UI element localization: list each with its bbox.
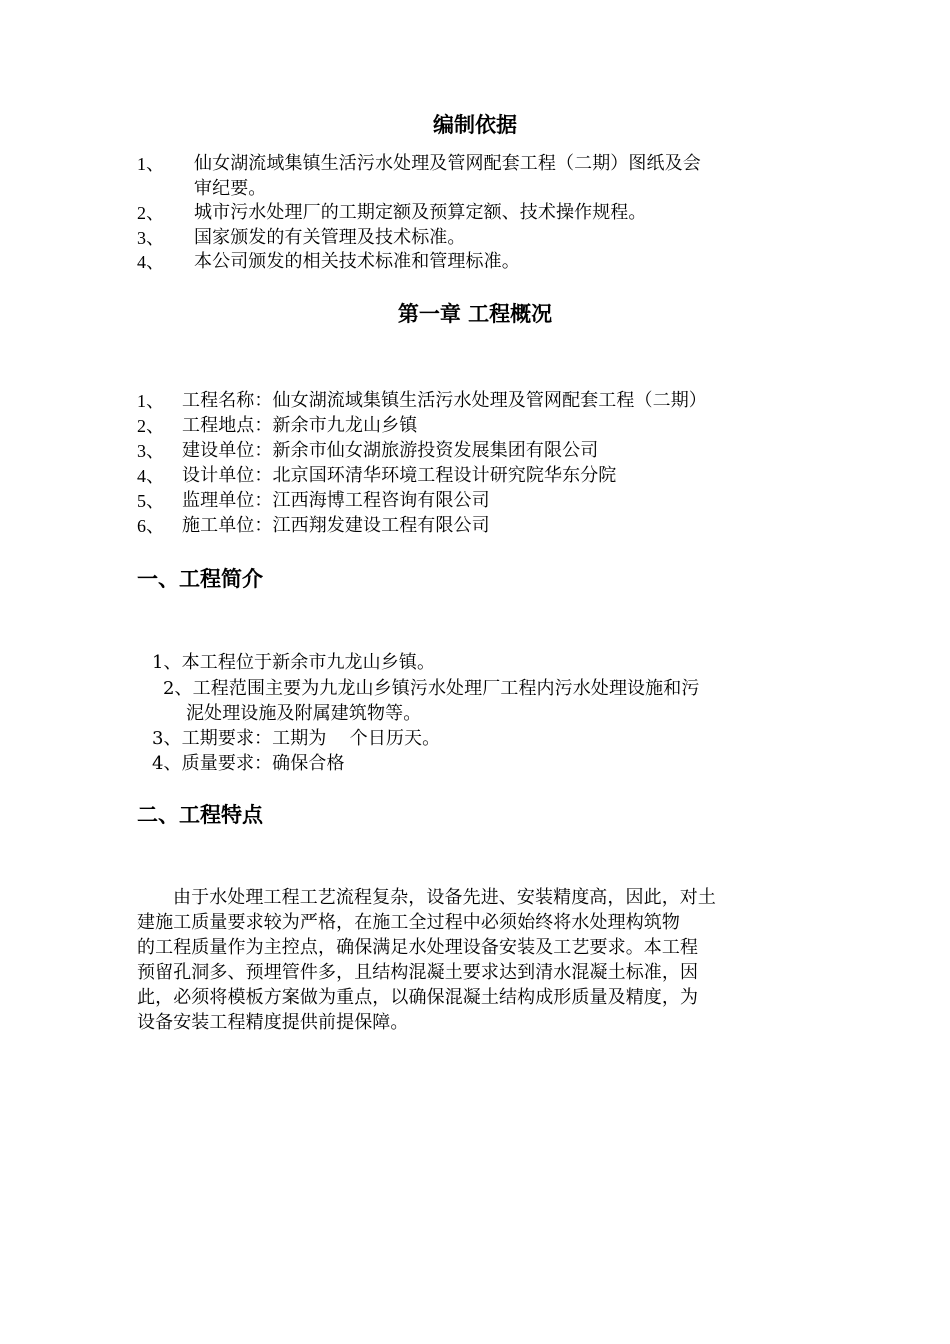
project-info-5-number: 5、 (137, 491, 165, 511)
section2-heading: 二、工程特点 (137, 803, 263, 827)
features-line-5: 此，必须将模板方案做为重点，以确保混凝土结构成形质量及精度，为 (137, 987, 699, 1008)
overview-item-1: 1、本工程位于新余市九龙山乡镇。 (152, 652, 436, 673)
supervision-unit: 监理单位：江西海博工程咨询有限公司 (182, 490, 490, 511)
project-location: 工程地点：新余市九龙山乡镇 (182, 415, 418, 436)
chapter1-heading: 第一章 工程概况 (397, 302, 553, 326)
project-info-1-number: 1、 (137, 391, 165, 411)
basis-heading: 编制依据 (433, 113, 517, 137)
overview-item-3: 3、工期要求：工期为 个日历天。 (152, 728, 441, 749)
project-info-3-number: 3、 (137, 441, 165, 461)
overview-item-2-cont: 泥处理设施及附属建筑物等。 (186, 703, 422, 724)
basis-item-1-number: 1、 (137, 154, 165, 174)
project-name: 工程名称：仙女湖流域集镇生活污水处理及管网配套工程（二期） (182, 390, 707, 411)
section1-heading: 一、工程简介 (137, 567, 263, 591)
overview-item-4: 4、质量要求：确保合格 (152, 753, 345, 774)
basis-item-4-text: 本公司颁发的相关技术标准和管理标准。 (194, 251, 520, 272)
features-line-2: 建施工质量要求较为严格，在施工全过程中必须始终将水处理构筑物 (137, 912, 680, 933)
project-info-2-number: 2、 (137, 416, 165, 436)
features-line-6: 设备安装工程精度提供前提保障。 (137, 1012, 409, 1033)
design-unit: 设计单位：北京国环清华环境工程设计研究院华东分院 (182, 465, 617, 486)
features-line-3: 的工程质量作为主控点，确保满足水处理设备安装及工艺要求。本工程 (137, 937, 699, 958)
basis-item-1-text: 仙女湖流域集镇生活污水处理及管网配套工程（二期）图纸及会 (194, 153, 701, 174)
project-info-4-number: 4、 (137, 466, 165, 486)
basis-item-1-text-cont: 审纪要。 (194, 178, 267, 199)
basis-item-4-number: 4、 (137, 252, 165, 272)
features-line-4: 预留孔洞多、预埋管件多，且结构混凝土要求达到清水混凝土标准，因 (137, 962, 699, 983)
basis-item-3-number: 3、 (137, 228, 165, 248)
construction-unit: 建设单位：新余市仙女湖旅游投资发展集团有限公司 (182, 440, 599, 461)
basis-item-2-text: 城市污水处理厂的工期定额及预算定额、技术操作规程。 (194, 202, 647, 223)
basis-item-2-number: 2、 (137, 203, 165, 223)
features-line-1: 由于水处理工程工艺流程复杂，设备先进、安装精度高，因此，对土 (173, 887, 716, 908)
project-info-6-number: 6、 (137, 516, 165, 536)
contractor-unit: 施工单位：江西翔发建设工程有限公司 (182, 515, 490, 536)
basis-item-3-text: 国家颁发的有关管理及技术标准。 (194, 227, 466, 248)
overview-item-2: 2、工程范围主要为九龙山乡镇污水处理厂工程内污水处理设施和污 (163, 678, 700, 699)
